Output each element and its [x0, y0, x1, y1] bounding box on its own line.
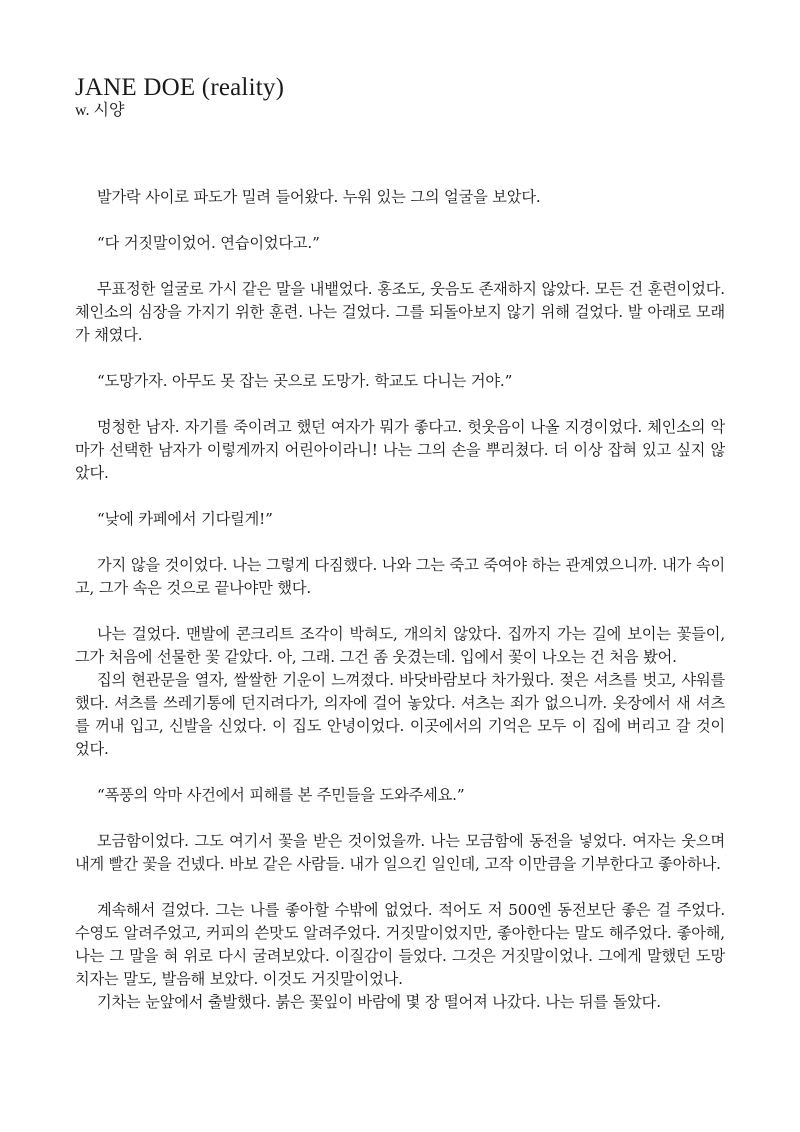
- document-body: [75, 186, 725, 1014]
- paragraph: “다 거짓말이었어. 연습이었다고.”: [97, 234, 320, 252]
- author-line: w. 시양: [75, 102, 125, 119]
- paragraph: 가지 않을 것이었다. 나는 그렇게 다짐했다. 나와 그는 죽고 죽여야 하는 관계였으니까. 내가 속이고, 그가 속은 것으로 끝나야만 했다.: [75, 556, 725, 597]
- paragraph: 모금함이었다. 그도 여기서 꽃을 받은 것이었을까. 나는 모금함에 동전을 넣었다. 여자는 웃으며 내게 빨간 꽃을 건넸다. 바보 같은 사람들. 내가 일으킨 일인데, 고작 이만큼을 기부한다고 좋아하나.: [75, 832, 725, 873]
- paragraph: “폭풍의 악마 사건에서 피해를 본 주민들을 도와주세요.”: [97, 786, 465, 804]
- paragraph: 계속해서 걸었다. 그는 나를 좋아할 수밖에 없었다. 적어도 저 500엔 동전보단 좋은 걸 주었다. 수영도 알려주었고, 커피의 쓴맛도 알려주었다. 거짓말이었지만, 좋아한다는 말도 해주었다. 좋아해, 나는 그 말을 혀 위로 다시 굴려보았다. 이질감이 들었다. 그것은 거짓말이었나. 그에게 말했던 도망치자는 말도, 발음해 보았다. 이것도 거짓말이었나.: [75, 901, 725, 988]
- paragraph: “낮에 카페에서 기다릴게!”: [97, 510, 273, 528]
- paragraph: 기차는 눈앞에서 출발했다. 붉은 꽃잎이 바람에 몇 장 떨어져 나갔다. 나는 뒤를 돌았다.: [97, 993, 661, 1011]
- paragraph: “도망가자. 아무도 못 잡는 곳으로 도망가. 학교도 다니는 거야.”: [97, 372, 513, 390]
- document-header: [75, 74, 284, 120]
- paragraph: 집의 현관문을 열자, 쌀쌀한 기운이 느껴졌다. 바닷바람보다 차가웠다. 젖은 셔츠를 벗고, 샤워를 했다. 셔츠를 쓰레기통에 던지려다가, 의자에 걸어 놓았다. 셔츠는 죄가 없으니까. 옷장에서 새 셔츠를 꺼내 입고, 신발을 신었다. 이 집도 안녕이었다. 이곳에서의 기억은 모두 이 집에 버리고 갈 것이었다.: [75, 671, 725, 758]
- paragraph: 무표정한 얼굴로 가시 같은 말을 내뱉었다. 홍조도, 웃음도 존재하지 않았다. 모든 건 훈련이었다. 체인소의 심장을 가지기 위한 훈련. 나는 걸었다. 그를 되돌아보지 않기 위해 걸었다. 발 아래로 모래가 채였다.: [75, 280, 725, 344]
- document-title: JANE DOE (reality): [75, 74, 285, 101]
- paragraph: 발가락 사이로 파도가 밀려 들어왔다. 누워 있는 그의 얼굴을 보았다.: [97, 188, 541, 206]
- paragraph: 멍청한 남자. 자기를 죽이려고 했던 여자가 뭐가 좋다고. 헛웃음이 나올 지경이었다. 체인소의 악마가 선택한 남자가 이렇게까지 어린아이라니! 나는 그의 손을 뿌리쳤다. 더 이상 잡혀 있고 싶지 않았다.: [75, 418, 725, 482]
- paragraph: 나는 걸었다. 맨발에 콘크리트 조각이 박혀도, 개의치 않았다. 집까지 가는 길에 보이는 꽃들이, 그가 처음에 선물한 꽃 같았다. 아, 그래. 그건 좀 웃겼는데. 입에서 꽃이 나오는 건 처음 봤어.: [75, 625, 725, 666]
